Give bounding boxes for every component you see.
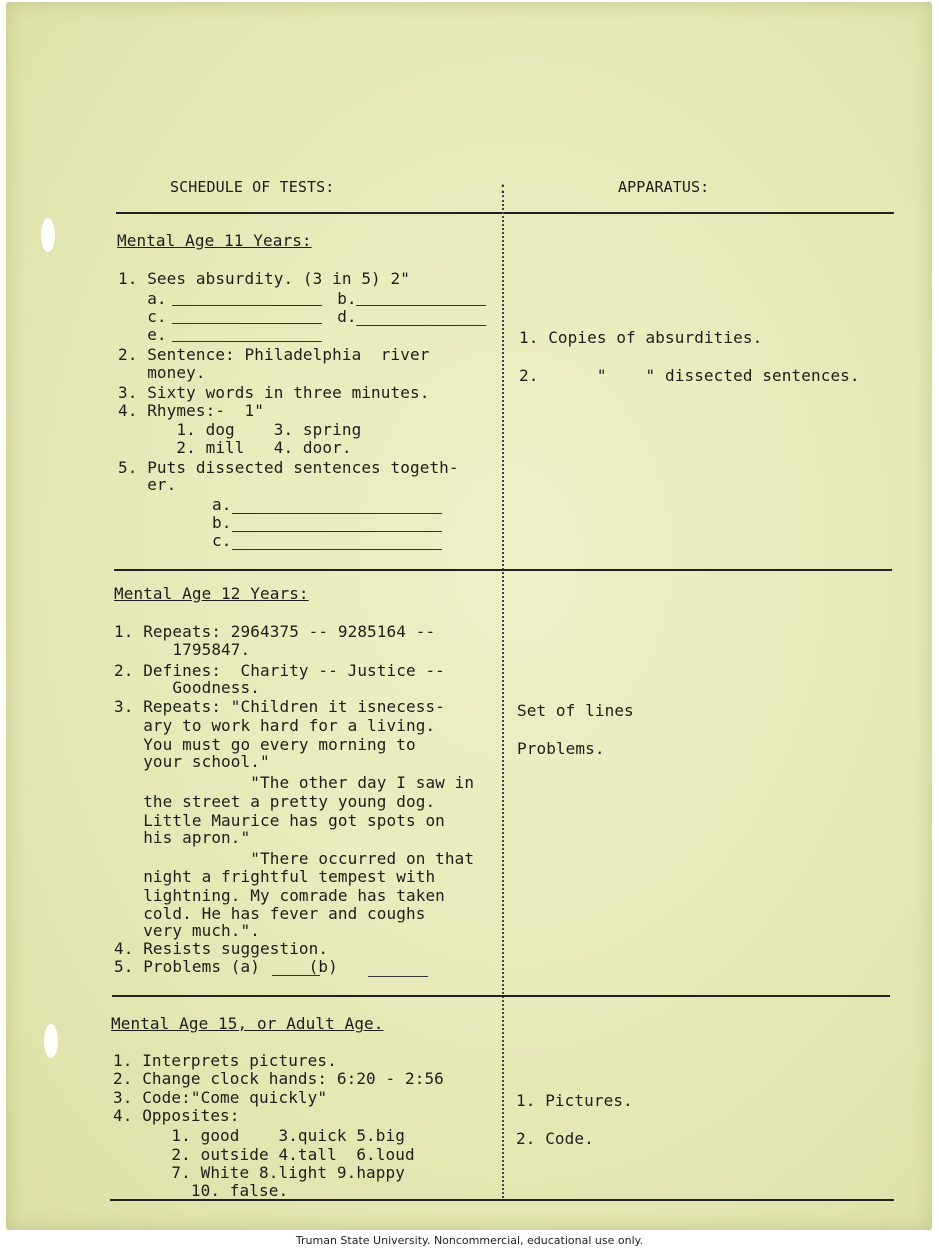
column-divider [502,195,504,1198]
credit-line: Truman State University. Noncommercial, educational use only. [295,1234,644,1247]
test-line: "The other day I saw in [114,773,475,792]
answer-blank [356,305,486,306]
test-line: 2. mill 4. door. [118,438,352,457]
test-line: 4. Rhymes:- 1" [118,401,264,420]
test-line: c. [212,531,232,550]
test-line: ary to work hard for a living. [114,716,436,735]
apparatus-line: 2. " " dissected sentences. [519,366,860,385]
test-line: d. [308,307,357,326]
test-line: 3. Repeats: "Children it isnecess- [114,697,445,716]
test-line: 2. Change clock hands: 6:20 - 2:56 [113,1069,444,1088]
apparatus-header: APPARATUS: [618,178,710,196]
test-line: b. [308,289,357,308]
test-line: your school." [114,752,270,771]
test-line: very much.". [114,921,260,940]
answer-blank [356,325,486,326]
test-line: 2. Sentence: Philadelphia river [118,345,430,364]
column-colon: : [498,178,508,197]
test-line: Little Maurice has got spots on [114,811,445,830]
answer-blank [368,976,428,977]
answer-blank [272,975,320,976]
test-line: er. [118,475,177,494]
test-line: Goodness. [114,678,260,697]
test-line: 7. White 8.light 9.happy [113,1163,405,1182]
test-line: the street a pretty young dog. [114,792,436,811]
test-line: lightning. My comrade has taken [114,886,445,905]
test-line: 3. Code:"Come quickly" [113,1088,328,1107]
test-line: 1. Sees absurdity. (3 in 5) 2" [118,269,410,288]
punch-hole [44,1024,58,1058]
test-line: 1. Interprets pictures. [113,1051,337,1070]
apparatus-line: Problems. [517,739,605,758]
test-line: "There occurred on that [114,849,475,868]
test-line: 1. good 3.quick 5.big [113,1126,405,1145]
bottom-rule [110,1199,894,1201]
answer-blank [172,305,322,306]
test-line: 3. Sixty words in three minutes. [118,383,430,402]
apparatus-line: 1. Pictures. [516,1091,633,1110]
paper-sheet [6,2,932,1230]
test-line: money. [118,363,206,382]
apparatus-line: 2. Code. [516,1129,594,1148]
section-title: Mental Age 11 Years: [117,231,312,250]
test-line: c. [118,307,167,326]
test-line: a. [212,495,232,514]
test-line: his apron." [114,828,251,847]
schedule-header: SCHEDULE OF TESTS: [170,178,335,196]
apparatus-line: Set of lines [517,701,634,720]
answer-blank [232,549,442,550]
test-line: 1795847. [114,640,251,659]
test-line: b. [212,513,232,532]
section-rule [112,995,890,997]
answer-blank [172,323,322,324]
test-line: 5. Puts dissected sentences togeth- [118,458,459,477]
header-rule [116,212,894,214]
test-line: a. [118,289,167,308]
test-line: 2. Defines: Charity -- Justice -- [114,661,445,680]
test-line: night a frightful tempest with [114,867,436,886]
test-line: e. [118,325,167,344]
test-line: 2. outside 4.tall 6.loud [113,1145,415,1164]
test-line: You must go every morning to [114,735,416,754]
punch-hole [41,218,55,252]
test-line: 4. Opposites: [113,1106,240,1125]
answer-blank [172,341,322,342]
test-line: cold. He has fever and coughs [114,904,426,923]
test-line: 4. Resists suggestion. [114,939,329,958]
apparatus-line: 1. Copies of absurdities. [519,328,763,347]
answer-blank [232,531,442,532]
section-title: Mental Age 15, or Adult Age. [111,1014,384,1033]
test-line: 1. Repeats: 2964375 -- 9285164 -- [114,622,436,641]
test-line: 5. Problems (a) (b) [114,957,338,976]
answer-blank [232,513,442,514]
test-line: 1. dog 3. spring [118,420,362,439]
test-line: 10. false. [113,1181,289,1200]
section-title: Mental Age 12 Years: [114,584,309,603]
section-rule [114,569,892,571]
